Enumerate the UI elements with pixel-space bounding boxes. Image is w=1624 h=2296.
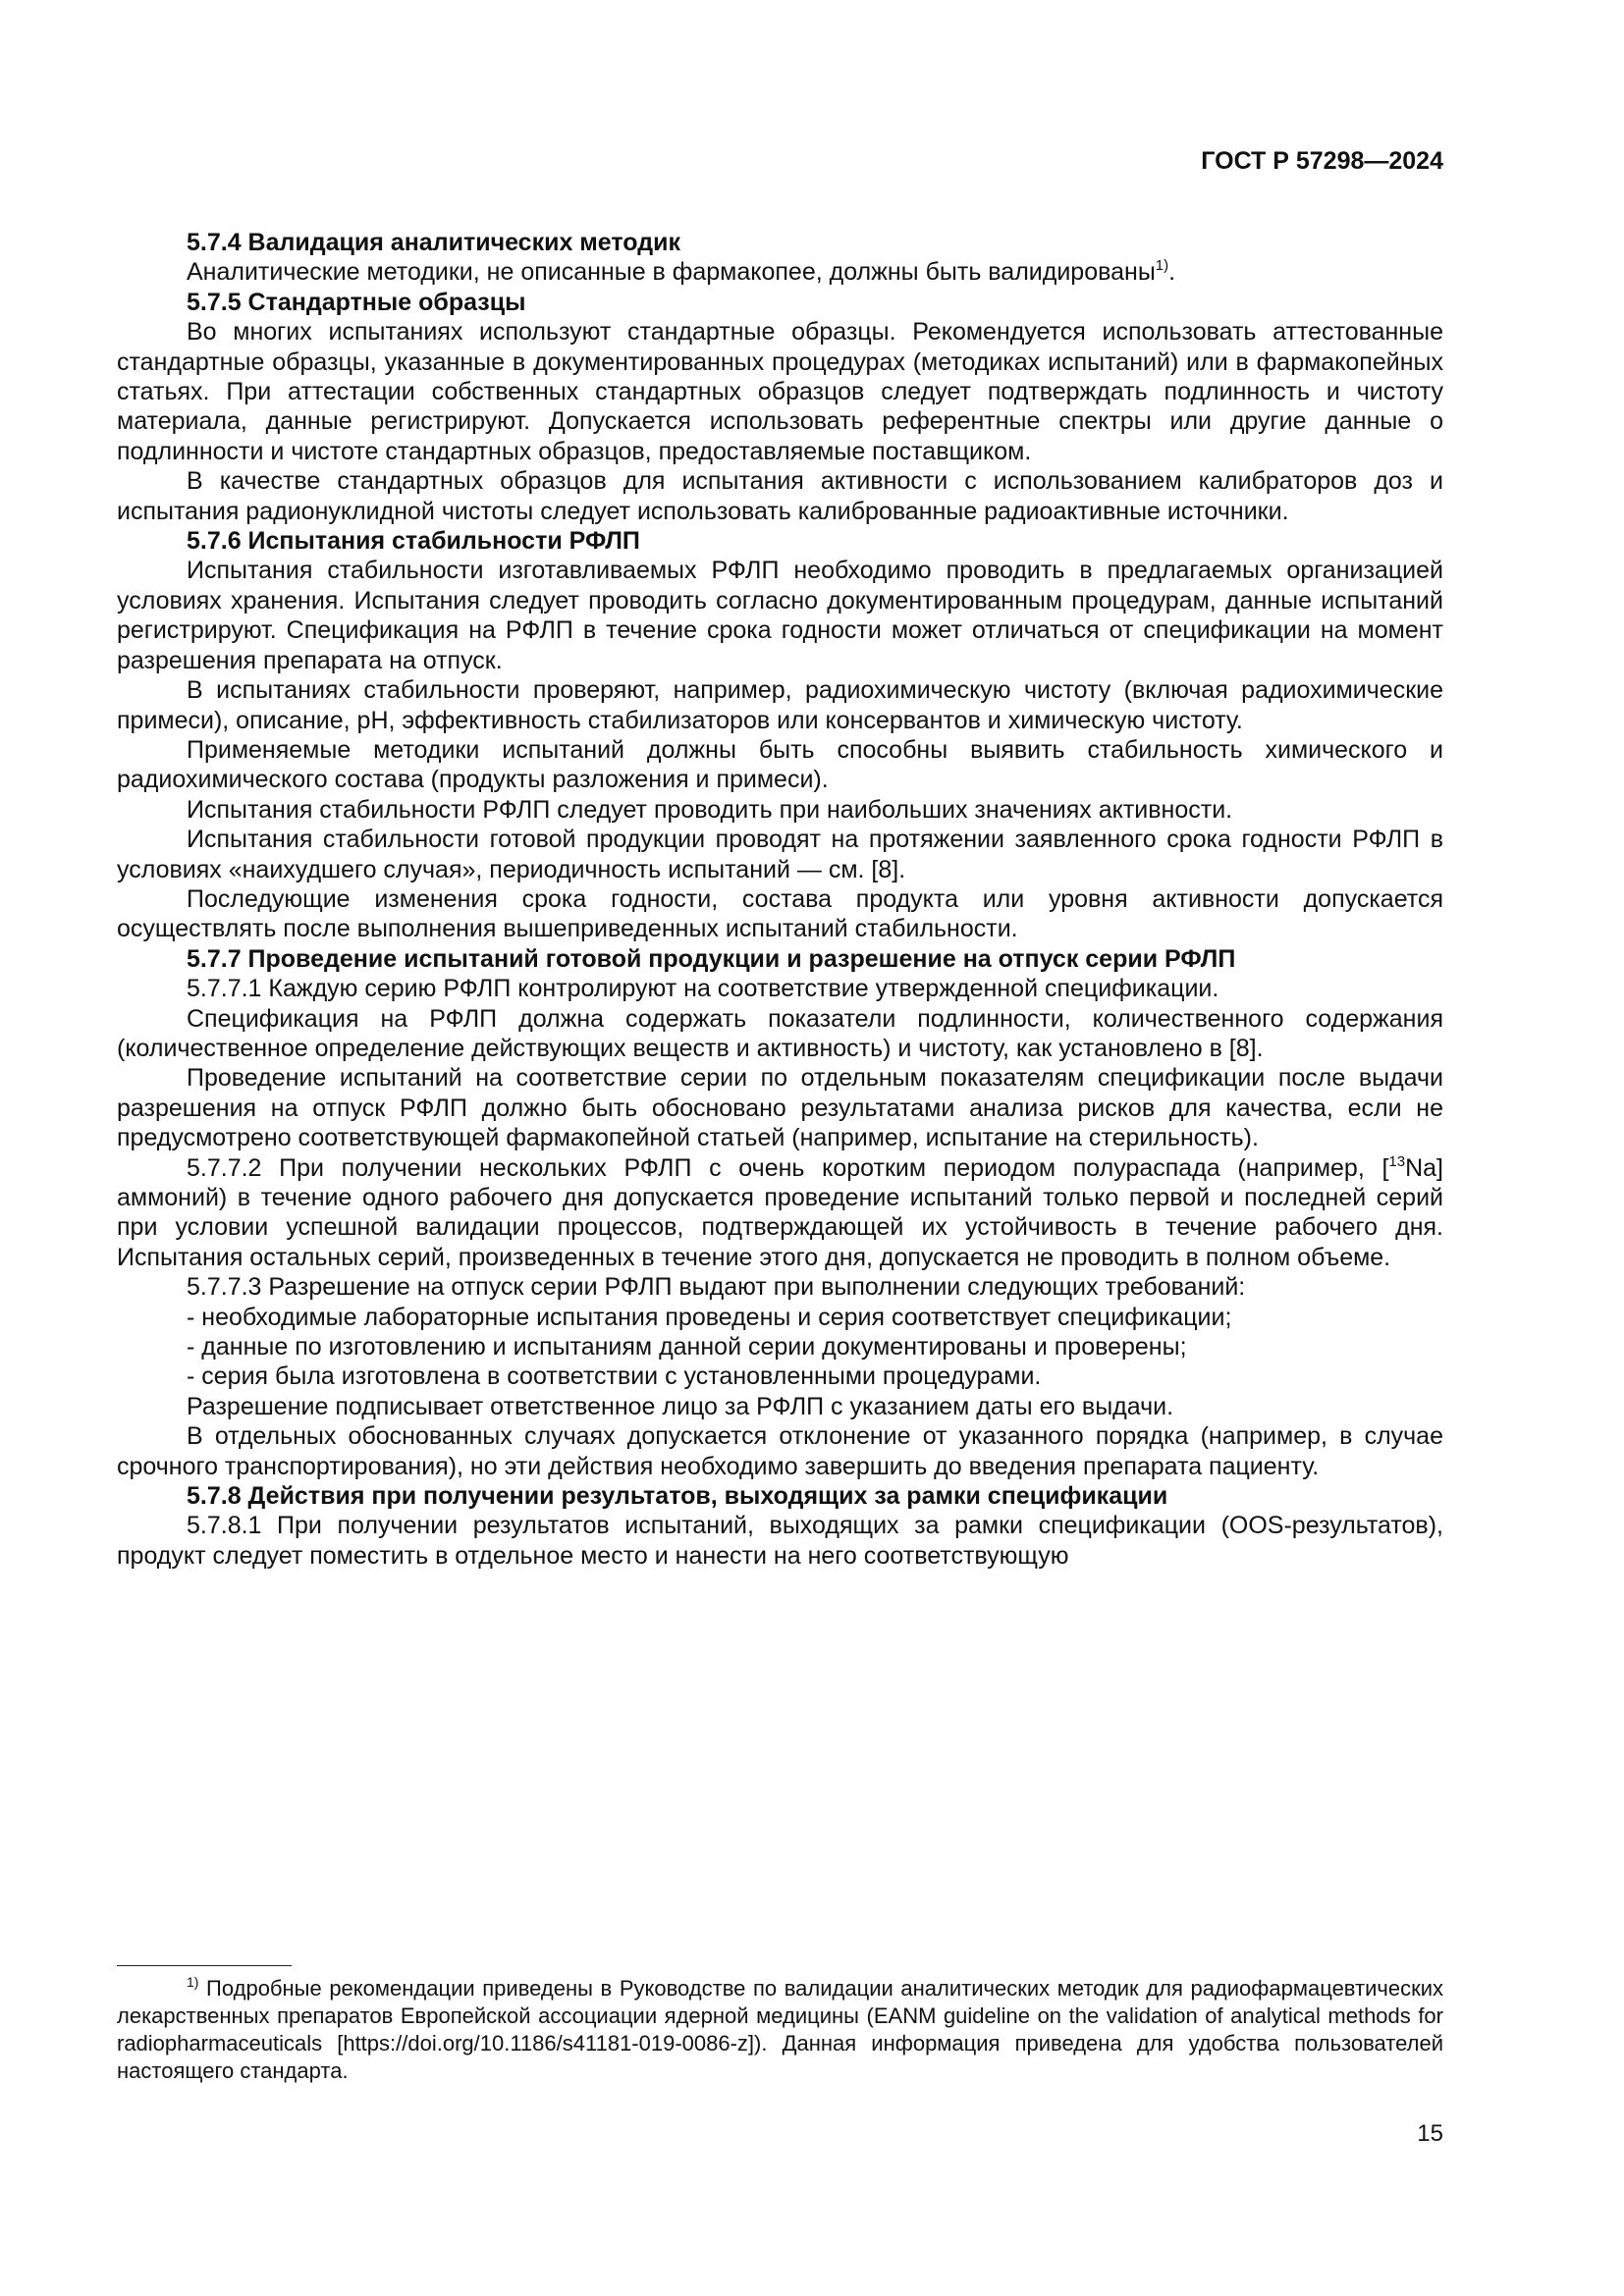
paragraph-text: 5.7.7.3 Разрешение на отпуск серии РФЛП выдают при выполнении следующих требований: [187, 1273, 1246, 1302]
paragraph [117, 735, 1443, 795]
list-item [117, 1303, 1443, 1332]
paragraph-text: В качестве стандартных образцов для испытания активности с использованием калибраторов доз и испытания радионуклидной чистоты следует использовать калиброванные радиоактивные источники. [117, 467, 1443, 525]
paragraph-text: - серия была изготовлена в соответствии с установленными процедурами. [187, 1362, 1042, 1391]
paragraph [117, 466, 1443, 526]
footnote-marker: 1) [187, 1974, 199, 1990]
paragraph-text: 5.7.5 Стандартные образцы [187, 288, 526, 316]
section-heading [117, 228, 1443, 257]
section-heading [117, 526, 1443, 556]
paragraph [117, 825, 1443, 884]
section-heading [117, 288, 1443, 317]
paragraph-text: Испытания стабильности изготавливаемых РФЛП необходимо проводить в предлагаемых организацией условиях хранения. Испытания следует проводить согласно документированным процедурам, данные испытаний регистрируют. Спецификация на РФЛП в течение срока годности может отличаться от спецификации на момент разрешения препарата на отпуск. [117, 557, 1443, 674]
paragraph [117, 1063, 1443, 1152]
footnote-divider [117, 1965, 292, 1966]
footnotes [117, 1975, 1443, 2085]
paragraph-text-tail: . [1168, 258, 1176, 287]
superscript: 1) [1155, 257, 1169, 275]
paragraph-text: Испытания стабильности РФЛП следует проводить при наибольших значениях активности. [187, 795, 1233, 824]
paragraph-text: Применяемые методики испытаний должны быть способны выявить стабильность химического и радиохимического состава (продукты разложения и примеси). [117, 735, 1443, 794]
list-item [117, 1332, 1443, 1362]
document-header: ГОСТ Р 57298—2024 [1201, 147, 1443, 175]
page-number: 15 [1417, 2120, 1443, 2147]
paragraph [117, 1392, 1443, 1421]
paragraph-text: Проведение испытаний на соответствие серии по отдельным показателям спецификации после выдачи разрешения на отпуск РФЛП должно быть обосновано результатами анализа рисков для качества, если не предусмотрено соответствующей фармакопейной статьей (например, испытание на стерильность). [117, 1064, 1443, 1152]
document-body [117, 228, 1443, 1571]
paragraph-text: Разрешение подписывает ответственное лицо за РФЛП с указанием даты его выдачи. [187, 1392, 1174, 1420]
paragraph-text: Спецификация на РФЛП должна содержать показатели подлинности, количественного содержания (количественное определение действующих веществ и активность) и чистоту, как установлено в [8]. [117, 1004, 1443, 1062]
paragraph [117, 1421, 1443, 1481]
section-heading [117, 944, 1443, 974]
paragraph-text: 5.7.4 Валидация аналитических методик [187, 229, 680, 256]
paragraph-text: Последующие изменения срока годности, состава продукта или уровня активности допускается осуществлять после выполнения вышеприведенных испытаний стабильности. [117, 884, 1443, 943]
paragraph [117, 795, 1443, 825]
paragraph [117, 974, 1443, 1003]
paragraph-text: Во многих испытаниях используют стандартные образцы. Рекомендуется использовать аттестованные стандартные образцы, указанные в документированных процедурах (методиках испытаний) или в фармакопейных статьях. При аттестации собственных стандартных образцов следует подтверждать подлинность и чистоту материала, данные регистрируют. Допускается использовать референтные спектры или другие данные о подлинности и чистоте стандартных образцов, предоставляемые поставщиком. [117, 318, 1443, 465]
paragraph-text: 5.7.7.2 При получении нескольких РФЛП с очень коротким периодом полураспада (например, [ [187, 1153, 1389, 1182]
footnote [117, 1975, 1443, 2085]
list-item [117, 1362, 1443, 1391]
paragraph [117, 257, 1443, 287]
paragraph [117, 1153, 1443, 1273]
paragraph-text: 5.7.6 Испытания стабильности РФЛП [187, 527, 640, 556]
paragraph [117, 1511, 1443, 1571]
paragraph-text: Аналитические методики, не описанные в фармакопее, должны быть валидированы [187, 258, 1156, 287]
paragraph-text-tail: Na] аммоний) в течение одного рабочего дня допускается проведение испытаний только первой и последней серий при условии успешной валидации процессов, подтверждающей их устойчивость в течение рабочего дня. Испытания остальных серий, произведенных в течение этого дня, допускается не проводить в полном объеме. [117, 1153, 1443, 1271]
paragraph-text: Испытания стабильности готовой продукции проводят на протяжении заявленного срока годности РФЛП в условиях «наихудшего случая», периодичность испытаний — см. [8]. [117, 826, 1443, 883]
section-heading [117, 1481, 1443, 1511]
paragraph [117, 317, 1443, 466]
paragraph-text: 5.7.7.1 Каждую серию РФЛП контролируют на соответствие утвержденной спецификации. [187, 975, 1219, 1003]
paragraph-text: В отдельных обоснованных случаях допускается отклонение от указанного порядка (например, в случае срочного транспортирования), но эти действия необходимо завершить до введения препарата пациенту. [117, 1422, 1443, 1480]
paragraph-text: - необходимые лабораторные испытания проведены и серия соответствует спецификации; [187, 1303, 1232, 1331]
footnote-text: Подробные рекомендации приведены в Руководстве по валидации аналитических методик для радиофармацевтических лекарственных препаратов Европейской ассоциации ядерной медицины (EANM guideline on the validation of analytical methods for radiopharmaceuticals [https://doi.org/10.1186/s41181-019-0086-z]). Данная информация приведена для удобства пользователей настоящего стандарта. [117, 1976, 1443, 2083]
paragraph [117, 675, 1443, 735]
paragraph-text: - данные по изготовлению и испытаниям данной серии документированы и проверены; [187, 1333, 1187, 1362]
paragraph-text: В испытаниях стабильности проверяют, например, радиохимическую чистоту (включая радиохимические примеси), описание, pH, эффективность стабилизаторов или консервантов и химическую чистоту. [117, 676, 1443, 734]
paragraph-text: 5.7.7 Проведение испытаний готовой продукции и разрешение на отпуск серии РФЛП [187, 944, 1236, 973]
paragraph [117, 884, 1443, 944]
paragraph [117, 1272, 1443, 1302]
paragraph [117, 556, 1443, 675]
paragraph-text: 5.7.8.1 При получении результатов испытаний, выходящих за рамки спецификации (OOS-результатов), продукт следует поместить в отдельное место и нанести на него соответствующую [117, 1512, 1443, 1570]
superscript: 13 [1388, 1152, 1406, 1170]
paragraph-text: 5.7.8 Действия при получении результатов, выходящих за рамки спецификации [187, 1482, 1168, 1511]
paragraph [117, 1004, 1443, 1064]
